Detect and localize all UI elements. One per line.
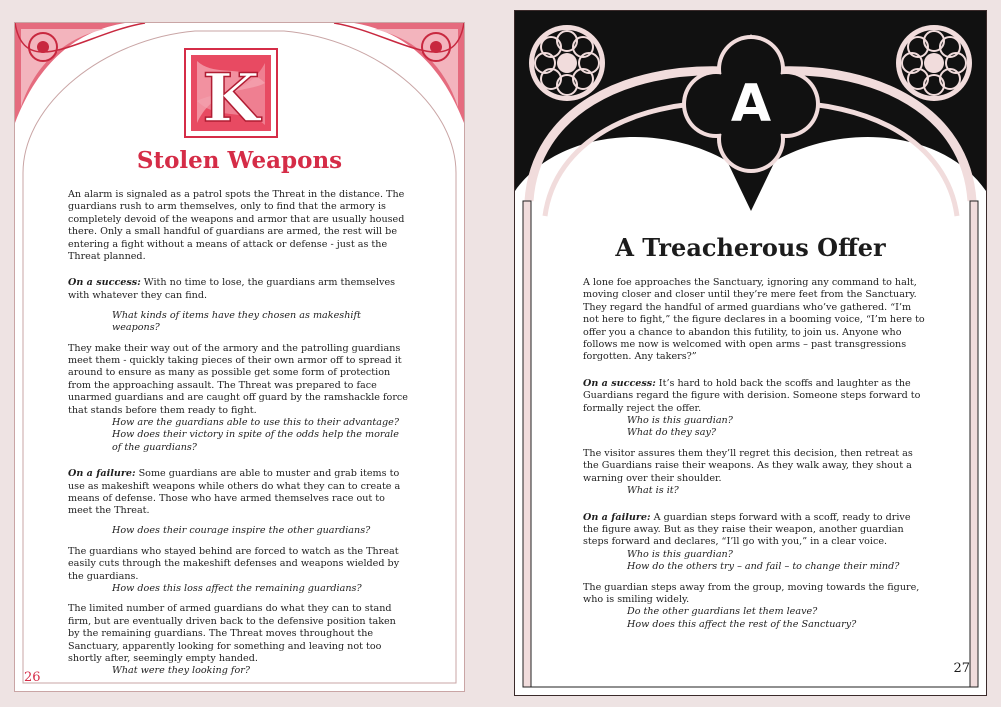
intro-paragraph: An alarm is signaled as a patrol spots the Threat in the distance. The guardians rush to arm themselves, only to find that the armory is completely devoid of the weapons and armor that are usually housed there. Only a small handful of guardians are armed, the rest will be entering a fight without a means of attack or defense - just as the Threat planned. [68,189,405,263]
success-paragraph [583,378,927,415]
prompt-question: What kinds of items have they chosen as makeshift weapons? [112,309,361,334]
left-page [14,22,465,692]
prompt-question: What is it? [627,485,679,497]
prompt-question: How are the guardians able to use this to their advantage? [112,417,399,428]
rosette-right [896,25,972,101]
failure-paragraph [583,512,927,549]
failure-text: Some guardians are able to muster and grab items to use as makeshift weapons while others do what they can to create a means of defense. Those who have armed themselves race out to meet the Threat. [68,468,401,517]
prompt-question: Do the other guardians let them leave? [627,606,818,618]
success-text: It’s hard to hold back the scoffs and laughter as the Guardians regard the figure with derision. Someone steps forward to formally reject the offer. [583,377,921,414]
success-label: On a success: [68,277,141,289]
prompt-question: How does their victory in spite of the odds help the morale of the guardians? [112,429,399,453]
failure-paragraph-2: The guardian steps away from the group, moving towards the figure, who is smiling widely. [583,581,920,605]
prompt-question: How do the others try – and fail – to change their mind? [627,561,900,573]
prompt-question: How does their courage inspire the other guardians? [112,525,371,537]
success-paragraph-2: They make their way out of the armory and the patrolling guardians meet them - quickly taking pieces of their own armor off to spread it around to ensure as many as possible get some form of protection from the approaching assault. The Threat was prepared to face unarmed guardians and are caught off guard by the ramshackle force that stands before them ready to fight. [68,342,408,416]
prompt-question: Who is this guardian? [627,548,733,560]
svg-text:K: K [202,59,260,137]
page-title: Stolen Weapons [136,147,343,174]
page-number: 27 [953,661,970,676]
success-paragraph [68,277,410,302]
failure-label: On a failure: [583,511,651,523]
page-title: A Treacherous Offer [615,233,886,262]
intro-paragraph: A lone foe approaches the Sanctuary, ignoring any command to halt, moving closer and closer until they’re mere feet from the Sanctuary. They regard the handful of armed guardians who’ve gathered. “I’m not here to fight,” the figure declares in a booming voice, “I’m here to offer you a chance to abandon this futility, to join us. Anyone who follows me now is welcomed with open arms – past transgressions forgotten. Any takers?” [583,277,925,363]
left-body-text [68,189,410,678]
svg-text:A: A [730,74,772,134]
prompt-question: How does this loss affect the remaining guardians? [112,582,362,594]
success-paragraph-2: The visitor assures them they’ll regret this decision, then retreat as the Guardians raise their weapons. As they walk away, they shout a warning over their shoulder. [583,447,913,484]
success-label: On a success: [583,377,656,389]
failure-paragraph-2: The guardians who stayed behind are forced to watch as the Threat easily cuts through the makeshift defenses and weapons wielded by the guardians. [68,545,400,582]
rosette-left [529,25,605,101]
failure-label: On a failure: [68,468,136,480]
prompt-question: What were they looking for? [112,665,250,677]
prompt-question: How does this affect the rest of the Sanctuary? [627,618,857,630]
failure-paragraph [68,468,410,518]
prompt-question: Who is this guardian? [627,415,733,427]
success-text: With no time to lose, the guardians arm themselves with whatever they can find. [68,277,396,301]
right-page [514,10,987,696]
drop-cap-k [185,49,277,137]
page-number: 26 [24,670,41,685]
failure-text: A guardian steps forward with a scoff, ready to drive the figure away. But as they raise their weapon, another guardian steps forward and declares, “I’ll go with you,” in a clear voice. [583,511,911,548]
right-body-text [583,277,927,631]
prompt-question: What do they say? [627,427,717,439]
failure-paragraph-3: The limited number of armed guardians do what they can to stand firm, but are eventually driven back to the defensive position taken by the remaining guardians. The Threat moves throughout the Sanctuary, apparently looking for something and leaving not too shortly after, seemingly empty handed. [68,603,396,664]
